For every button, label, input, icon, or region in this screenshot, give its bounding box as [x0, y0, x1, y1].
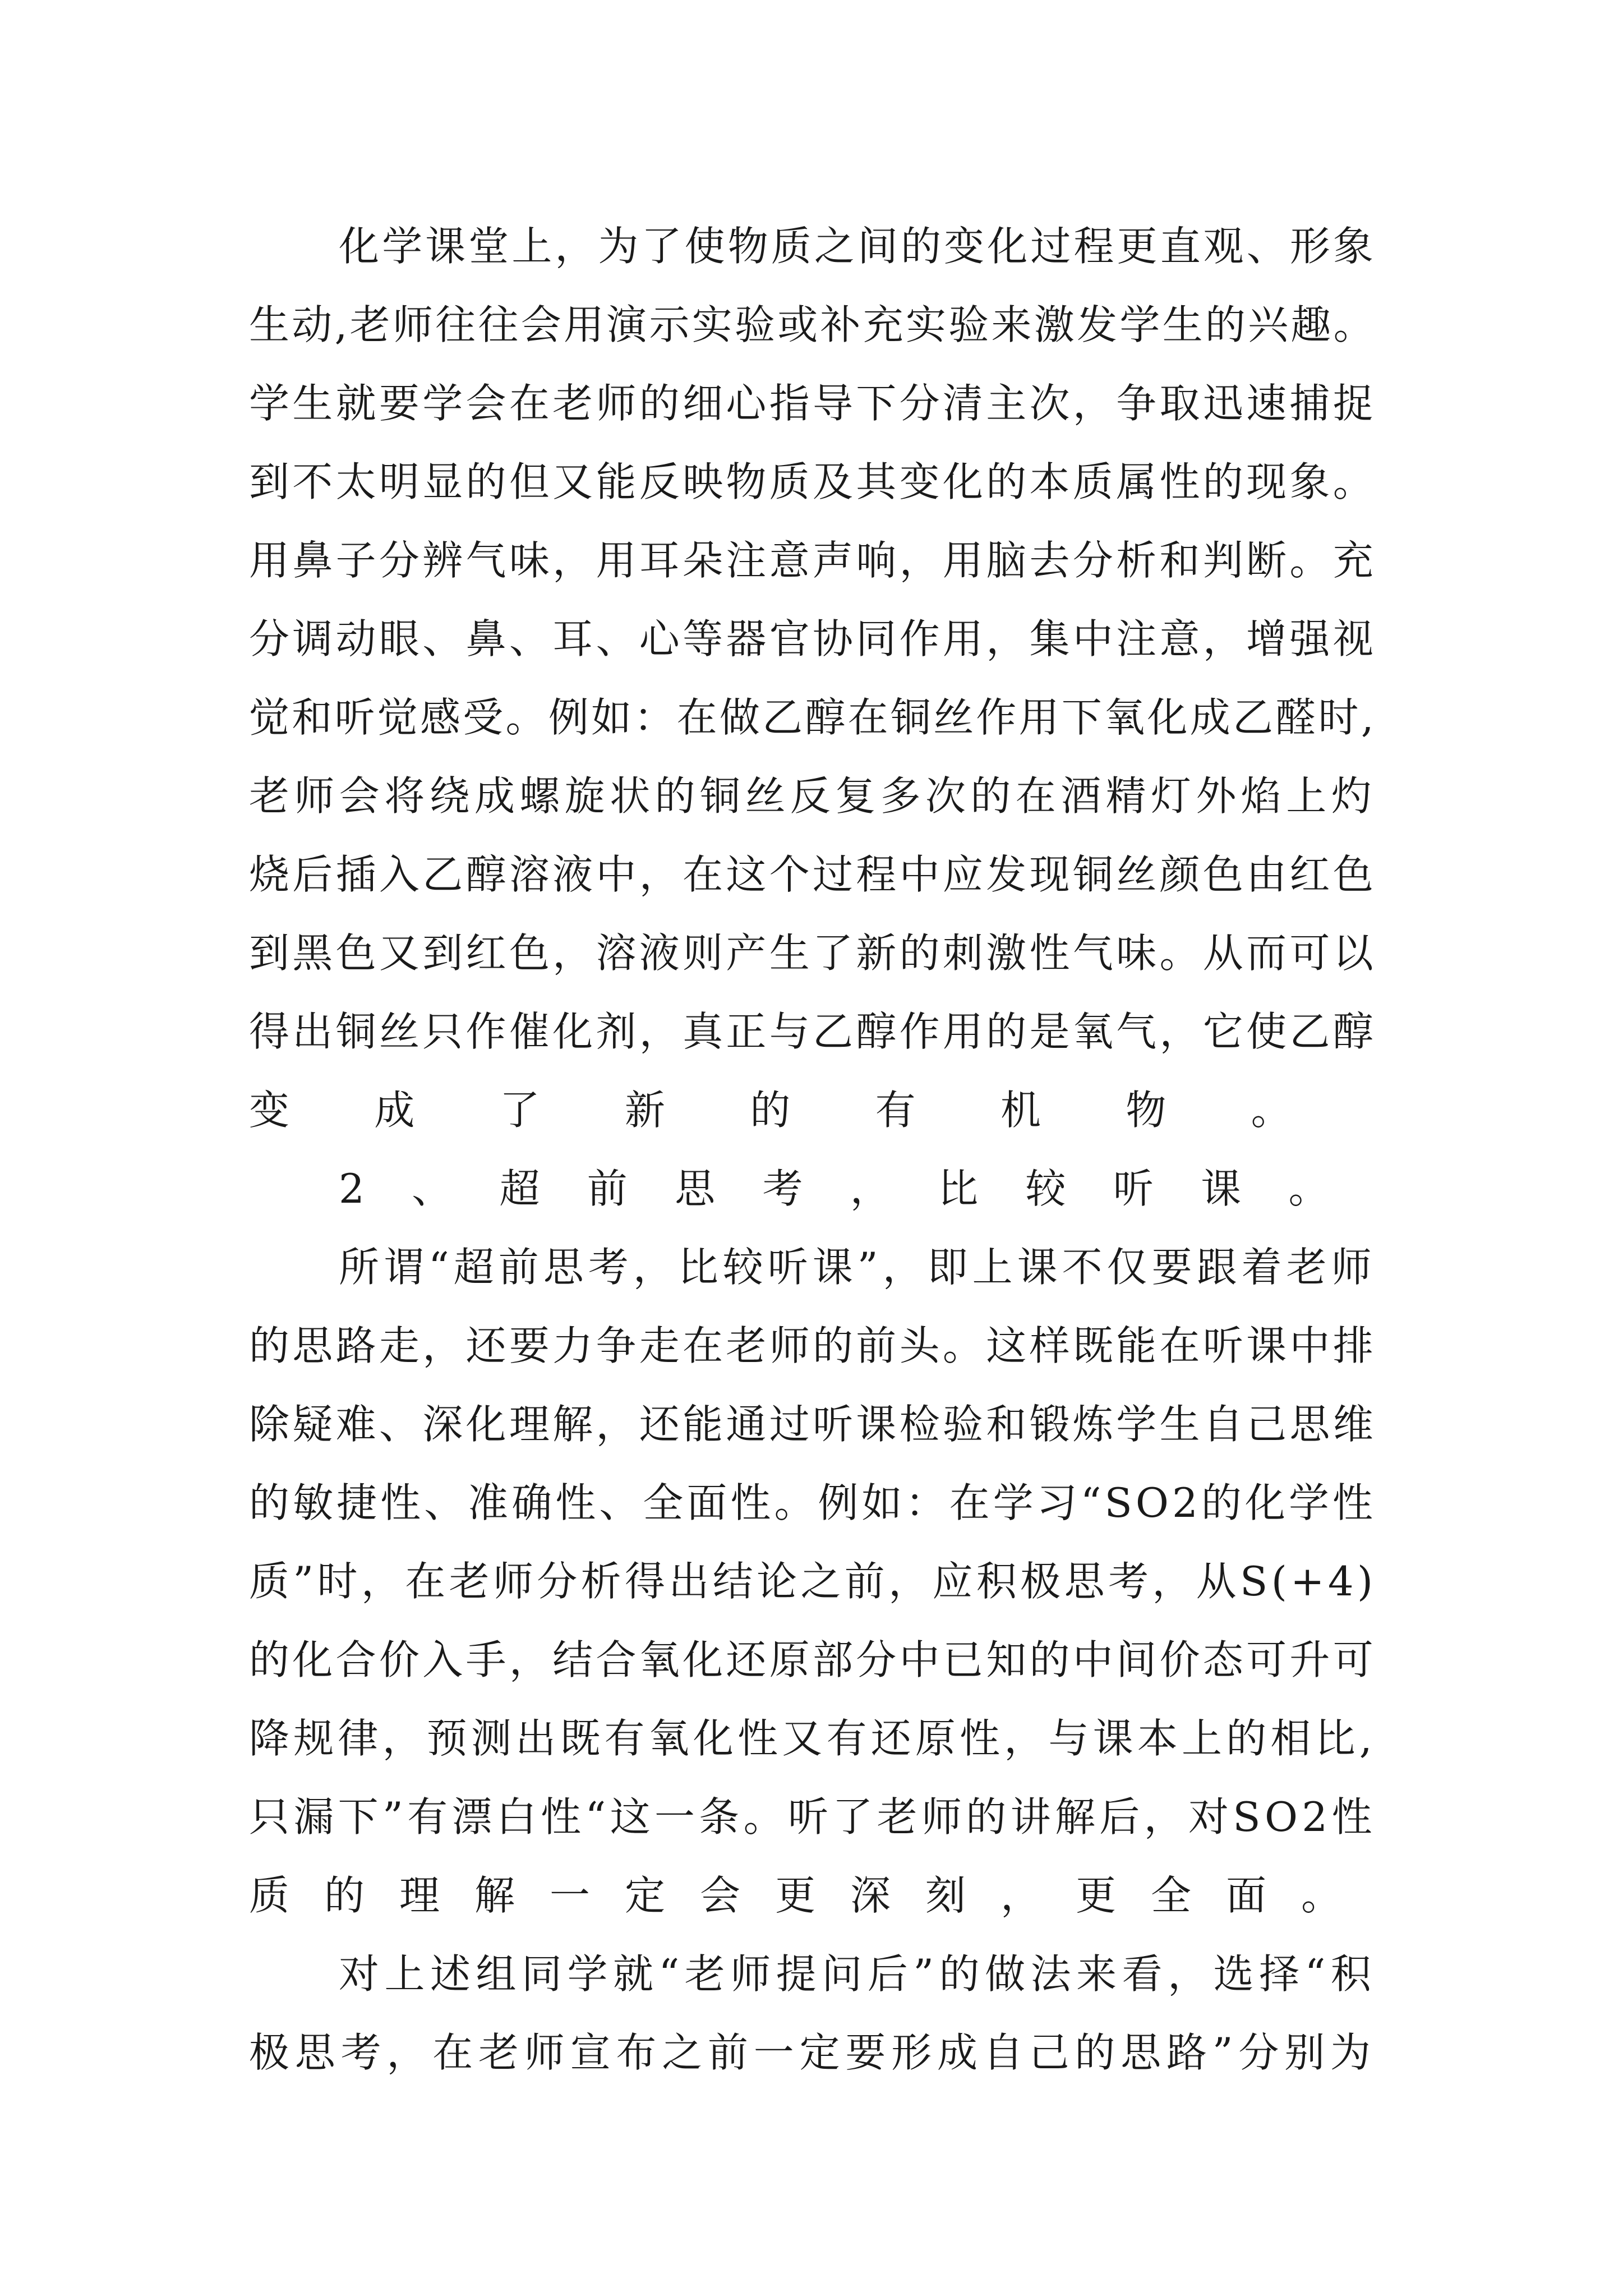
text-line: 分调动眼、鼻、耳、心等器官协同作用，集中注意，增强视 [249, 615, 1377, 662]
text-line: 只漏下”有漂白性“这一条。听了老师的讲解后，对SO2性 [249, 1793, 1376, 1841]
text-line: 的化合价入手，结合氧化还原部分中已知的中间价态可升可 [249, 1636, 1377, 1683]
text-line: 除疑难、深化理解，还能通过听课检验和锻炼学生自己思维 [249, 1401, 1377, 1448]
text-line: 学生就要学会在老师的细心指导下分清主次，争取迅速捕捉 [249, 380, 1377, 427]
text-line: 对上述组同学就“老师提问后”的做法来看，选择“积 [339, 1950, 1377, 1998]
text-line: 质”时，在老师分析得出结论之前，应积极思考，从S(+4) [249, 1558, 1377, 1605]
text-line: 降规律，预测出既有氧化性又有还原性，与课本上的相比, [249, 1715, 1376, 1762]
section-heading: 2、超前思考，比较听课。 [339, 1165, 1376, 1212]
text-line: 质的理解一定会更深刻，更全面。 [249, 1872, 1377, 1919]
text-line: 得出铜丝只作催化剂，真正与乙醇作用的是氧气，它使乙醇 [249, 1008, 1377, 1055]
text-line: 老师会将绕成螺旋状的铜丝反复多次的在酒精灯外焰上灼 [249, 772, 1377, 820]
text-line: 变成了新的有机物。 [249, 1087, 1377, 1134]
text-line: 到不太明显的但又能反映物质及其变化的本质属性的现象。 [249, 458, 1377, 505]
text-line: 烧后插入乙醇溶液中，在这个过程中应发现铜丝颜色由红色 [249, 851, 1377, 898]
text-line: 用鼻子分辨气味，用耳朵注意声响，用脑去分析和判断。充 [249, 537, 1377, 584]
text-line: 的敏捷性、准确性、全面性。例如：在学习“SO2的化学性 [249, 1479, 1376, 1526]
text-line: 化学课堂上，为了使物质之间的变化过程更直观、形象 [339, 223, 1377, 270]
text-line: 生动,老师往往会用演示实验或补充实验来激发学生的兴趣。 [249, 301, 1376, 348]
text-line: 觉和听觉感受。例如：在做乙醇在铜丝作用下氧化成乙醛时, [249, 694, 1376, 741]
text-line: 到黑色又到红色，溶液则产生了新的刺激性气味。从而可以 [249, 930, 1377, 977]
text-line: 极思考，在老师宣布之前一定要形成自己的思路”分别为 [249, 2029, 1376, 2076]
text-line: 所谓“超前思考，比较听课”，即上课不仅要跟着老师 [339, 1244, 1376, 1291]
text-line: 的思路走，还要力争走在老师的前头。这样既能在听课中排 [249, 1322, 1377, 1369]
